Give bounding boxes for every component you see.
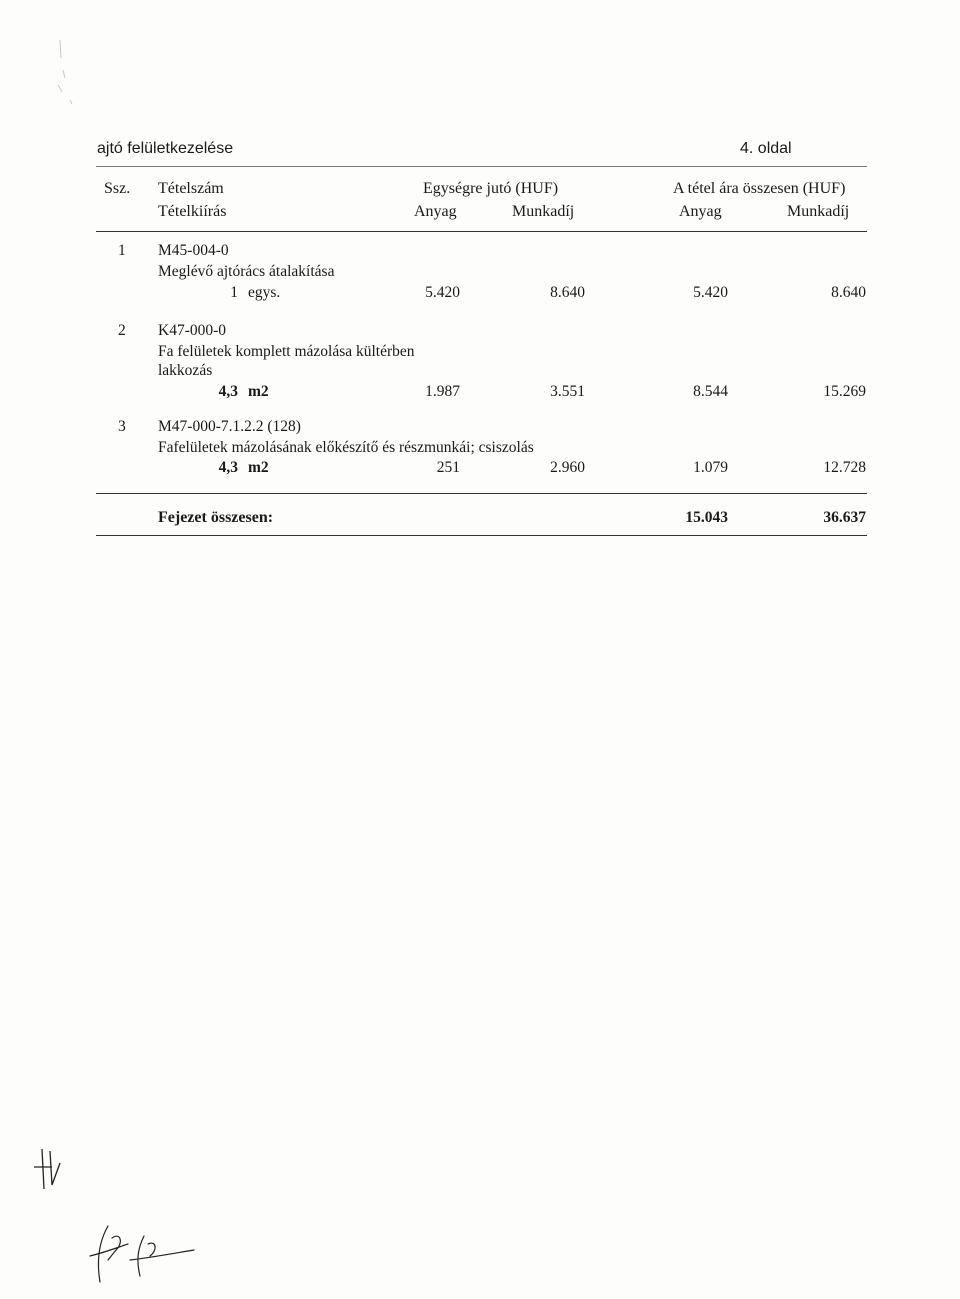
- header-total-anyag: Anyag: [679, 203, 722, 220]
- item-number: 2: [118, 322, 126, 339]
- item-total-munkadij: 15.269: [823, 383, 866, 400]
- item-unit-anyag: 1.987: [425, 383, 460, 400]
- header-rule: [96, 231, 867, 232]
- summary-total-munkadij: 36.637: [823, 509, 866, 526]
- summary-label: Fejezet összesen:: [158, 509, 274, 526]
- item-unit: m2: [248, 459, 269, 476]
- item-total-anyag: 8.544: [693, 383, 728, 400]
- page-title: ajtó felületkezelése: [97, 140, 234, 157]
- signature-icon: [86, 1220, 206, 1290]
- item-description-line2: lakkozás: [158, 362, 213, 379]
- item-total-munkadij: 12.728: [823, 459, 866, 476]
- header-tetelszam: Tételszám: [158, 180, 224, 197]
- summary-bottom-rule: [96, 535, 867, 536]
- item-description: Fa felületek komplett mázolása kültérben: [158, 343, 415, 360]
- header-unit-munkadij: Munkadíj: [512, 203, 575, 220]
- item-code: K47-000-0: [158, 322, 227, 339]
- header-ssz: Ssz.: [104, 180, 131, 197]
- header-total-munkadij: Munkadíj: [787, 203, 850, 220]
- item-quantity: 4,3: [218, 459, 238, 476]
- item-total-anyag: 1.079: [693, 459, 728, 476]
- item-unit: m2: [248, 383, 269, 400]
- item-description: Meglévő ajtórács átalakítása: [158, 263, 335, 280]
- item-code: M47-000-7.1.2.2 (128): [158, 418, 301, 435]
- item-code: M45-004-0: [158, 242, 229, 259]
- item-unit-munkadij: 3.551: [550, 383, 585, 400]
- item-quantity: 1: [230, 284, 238, 301]
- summary-total-anyag: 15.043: [685, 509, 728, 526]
- item-unit: egys.: [248, 284, 281, 301]
- item-unit-anyag: 5.420: [425, 284, 460, 301]
- item-unit-munkadij: 2.960: [550, 459, 585, 476]
- item-number: 3: [118, 418, 126, 435]
- header-total-group: A tétel ára összesen (HUF): [673, 180, 846, 197]
- initial-mark-icon: [30, 1145, 70, 1195]
- item-description: Fafelületek mázolásának előkészítő és részmunkái; csiszolás: [158, 439, 534, 456]
- header-unit-group: Egységre jutó (HUF): [423, 180, 559, 197]
- item-total-anyag: 5.420: [693, 284, 728, 301]
- item-number: 1: [118, 242, 126, 259]
- page-header-rule: [96, 166, 867, 167]
- item-unit-munkadij: 8.640: [550, 284, 585, 301]
- item-total-munkadij: 8.640: [831, 284, 866, 301]
- page-number: 4. oldal: [740, 140, 792, 157]
- item-unit-anyag: 251: [436, 459, 460, 476]
- header-unit-anyag: Anyag: [414, 203, 457, 220]
- summary-top-rule: [96, 493, 867, 494]
- header-tetelkiiras: Tételkiírás: [158, 203, 227, 220]
- item-quantity: 4,3: [218, 383, 238, 400]
- scan-artifact-icon: [30, 30, 90, 110]
